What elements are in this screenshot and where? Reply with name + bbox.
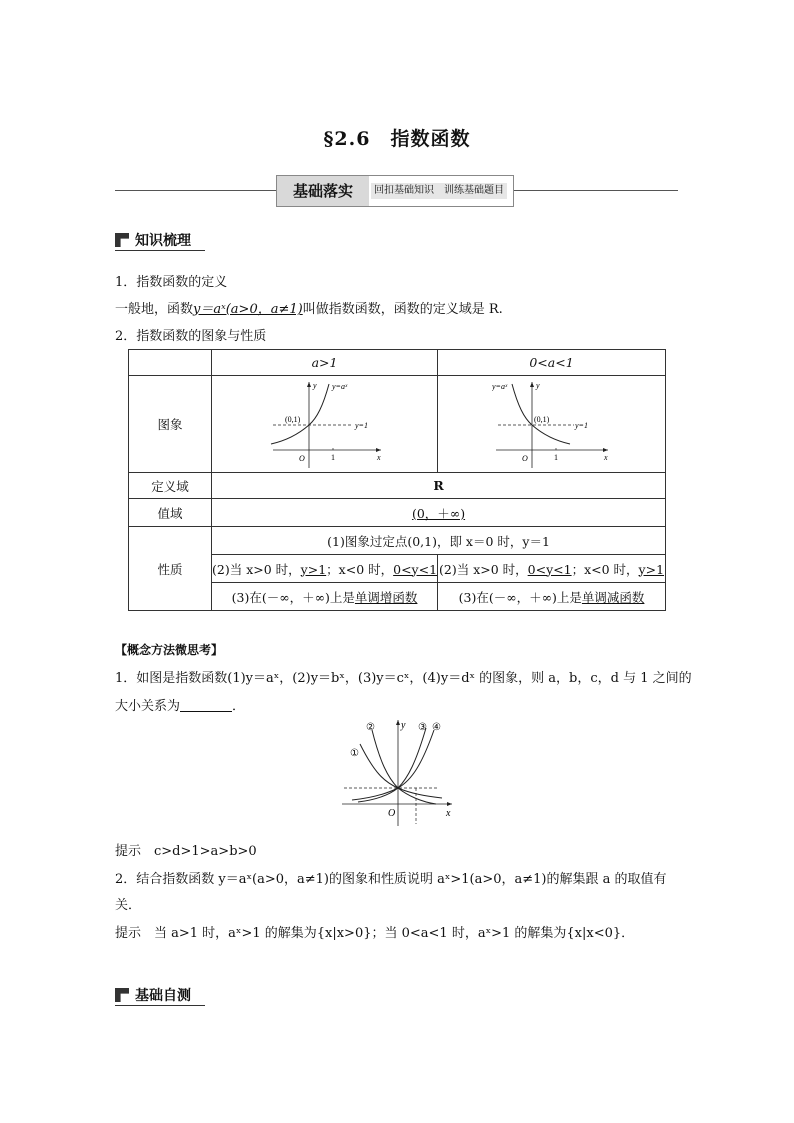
graph-decreasing-cell [438,376,666,473]
g1-point-label: (0,1) [284,415,300,424]
question-2-line-1: 2．结合指数函数 y＝aˣ(a>0，a≠1)的图象和性质说明 aˣ>1(a>0，a≠1)的解集跟 a 的取值有 [115,872,667,887]
section-heading-text: 知识梳理 [135,233,191,249]
question-2-line-2: 关． [115,898,142,913]
g2-point-label: (0,1) [533,415,549,424]
property-1: (1)图象过定点(0,1)，即 x＝0 时，y＝1 [212,527,666,555]
g1-curve-label: y=aˣ [331,382,347,391]
range-value [212,499,666,527]
p2b-pre: (2)当 x>0 时， [439,561,528,577]
g1-x-label: x [376,453,381,462]
domain-value: R [212,473,666,499]
g2-one-label: 1 [553,453,558,462]
hint-1: 提示 c>d>1>a>b>0 [115,844,257,859]
g2-y-label: y [535,381,540,390]
banner-rule-left [115,190,276,191]
q1-line2-text: 大小关系为 [115,699,181,714]
banner-subtitle: 回扣基础知识 训练基础题目 [371,183,507,199]
section-heading-knowledge [115,230,191,250]
p2b-u1: 0<y<1 [527,561,572,577]
properties-table [128,349,666,611]
g2-curve-label: y=aˣ [491,382,507,391]
curve-label-2: ② [366,722,375,733]
think-title: 【概念方法微思考】 [115,643,224,657]
section-heading-self-test [115,985,191,1005]
p3b-pre: (3)在(－∞，＋∞)上是 [458,589,582,605]
row-label-properties: 性质 [129,527,212,611]
g1-yline-label: y=1 [354,421,368,430]
range-value-text: (0，＋∞) [411,505,466,521]
item1-text [115,298,503,317]
graph-increasing-cell [212,376,438,473]
p2b-u2: y>1 [638,561,665,577]
property-2-decreasing [438,555,666,583]
g2-origin-label: O [521,454,528,463]
p3a-pre: (3)在(－∞，＋∞)上是 [231,589,355,605]
table-header-a-gt-1: a>1 [212,350,438,376]
p2a-u2: 0<y<1 [393,561,438,577]
section-banner [276,175,514,207]
question-1-line-1: 1．如图是指数函数(1)y＝aˣ，(2)y＝bˣ，(3)y＝cˣ，(4)y＝dˣ 的图象，则 a，b，c，d 与 1 之间的 [115,671,692,686]
row-label-domain: 定义域 [129,473,212,499]
answer-blank [180,699,232,712]
question-1-line-2 [115,695,245,714]
g2-yline-label: y=1 [574,421,588,430]
p2a-pre: (2)当 x>0 时， [212,561,301,577]
fig-y-label: y [401,720,406,731]
fig-origin-label: O [388,808,396,819]
table-corner [129,350,212,376]
item2-title: 2．指数函数的图象与性质 [115,329,267,344]
section-marker-icon-2 [115,988,129,1002]
fig-x-label: x [446,808,451,819]
section-underline [115,250,205,251]
item1-text-pre: 一般地，函数 [115,302,194,317]
property-2-increasing [212,555,438,583]
g2-x-label: x [603,453,608,462]
property-3-increasing [212,583,438,611]
curve-label-4: ④ [432,722,441,733]
graph-increasing [265,378,385,470]
p3a-u: 单调增函数 [354,589,418,605]
property-3-decreasing [438,583,666,611]
table-header-a-lt-1: 0<a<1 [438,350,666,376]
banner-title: 基础落实 [277,176,369,206]
section-heading-text-2: 基础自测 [135,988,191,1004]
p2b-mid: ；x<0 时， [571,561,639,577]
q1-end: ． [232,699,246,714]
curve-label-1: ① [350,748,359,759]
curve-label-3: ③ [418,722,427,733]
p2a-u1: y>1 [300,561,327,577]
row-label-range: 值域 [129,499,212,527]
g1-y-label: y [312,381,317,390]
section-marker-icon [115,233,129,247]
row-label-graph: 图象 [129,376,212,473]
item1-text-underlined: y＝aˣ(a>0，a≠1) [193,302,303,317]
g1-origin-label: O [298,454,305,463]
item1-title: 1．指数函数的定义 [115,275,228,290]
graph-decreasing [492,378,612,470]
section-underline-2 [115,1005,205,1006]
item1-text-post: 叫做指数函数，函数的定义域是 R. [302,302,503,317]
p3b-u: 单调减函数 [581,589,645,605]
g1-one-label: 1 [330,453,335,462]
exponential-curves-figure [338,716,458,828]
p2a-mid: ；x<0 时， [326,561,394,577]
hint-2: 提示 当 a>1 时，aˣ>1 的解集为{x|x>0}；当 0<a<1 时，aˣ>1 的解集为{x|x<0}． [115,926,635,941]
page-title: §2.6 指数函数 [323,128,471,150]
banner-rule-right [514,190,678,191]
